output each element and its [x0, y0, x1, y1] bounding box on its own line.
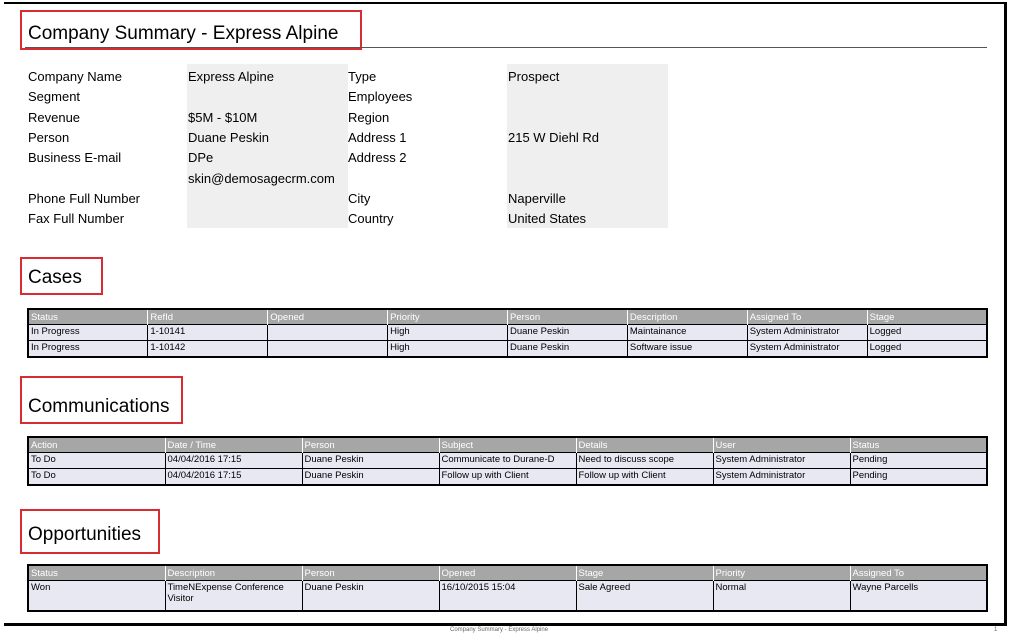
communications-column-header: Details: [576, 437, 713, 453]
opportunities-cell: Normal: [713, 581, 850, 612]
communications-cell: Duane Peskin: [302, 453, 439, 469]
cases-cell: 1-10141: [148, 325, 268, 341]
cases-cell: Software issue: [627, 341, 747, 358]
cases-cell: Maintainance: [627, 325, 747, 341]
communications-column-header: Person: [302, 437, 439, 453]
region-label: Region: [348, 110, 390, 125]
opportunities-column-header: Stage: [576, 565, 713, 581]
table-row: [28, 581, 987, 612]
cases-cell: In Progress: [28, 341, 148, 358]
email-value-line2: skin@demosagecrm.com: [188, 171, 335, 186]
email-label: Business E-mail: [28, 150, 122, 165]
country-label: Country: [348, 211, 394, 226]
country-value: United States: [508, 211, 587, 226]
communications-cell: Follow up with Client: [439, 469, 576, 486]
opportunities-column-header: Description: [165, 565, 302, 581]
communications-table: [27, 436, 988, 486]
phone-label: Phone Full Number: [28, 191, 140, 206]
communications-column-header: Action: [28, 437, 165, 453]
cases-column-header: Stage: [867, 309, 987, 325]
communications-cell: To Do: [28, 453, 165, 469]
footer-text: Company Summary - Express Alpine: [450, 627, 549, 633]
person-label: Person: [28, 130, 70, 145]
cases-cell: High: [388, 325, 508, 341]
cases-cell: In Progress: [28, 325, 148, 341]
opportunities-column-header: Status: [28, 565, 165, 581]
person-value: Duane Peskin: [188, 130, 269, 145]
address1-value: 215 W Diehl Rd: [508, 130, 600, 145]
address2-label: Address 2: [348, 150, 407, 165]
communications-cell: System Administrator: [713, 469, 850, 486]
cases-cell: 1-10142: [148, 341, 268, 358]
title-divider: [25, 47, 987, 48]
communications-column-header: User: [713, 437, 850, 453]
city-value: Naperville: [508, 191, 566, 206]
communications-column-header: Status: [850, 437, 987, 453]
communications-cell: 04/04/2016 17:15: [165, 469, 302, 486]
summary-value-shade-1: [187, 64, 348, 228]
city-label: City: [348, 191, 371, 206]
opportunities-cell: TimeNExpense Conference Visitor: [165, 581, 302, 612]
cases-body: [28, 325, 987, 358]
cases-cell: [268, 325, 388, 341]
communications-column-header: Subject: [439, 437, 576, 453]
cases-column-header: Assigned To: [747, 309, 867, 325]
cases-cell: Duane Peskin: [508, 325, 628, 341]
segment-label: Segment: [28, 89, 81, 104]
opportunities-cell: Won: [28, 581, 165, 612]
cases-column-header: Priority: [388, 309, 508, 325]
cases-column-header: Person: [508, 309, 628, 325]
email-value-line1: DPe: [188, 150, 214, 165]
communications-heading: Communications: [28, 396, 170, 417]
cases-cell: Logged: [867, 341, 987, 358]
cases-table: [27, 308, 988, 358]
table-row: [28, 341, 987, 358]
cases-heading: Cases: [28, 267, 82, 288]
opportunities-heading: Opportunities: [28, 524, 142, 545]
communications-cell: Communicate to Durane-D: [439, 453, 576, 469]
opportunities-column-header: Assigned To: [850, 565, 987, 581]
fax-label: Fax Full Number: [28, 211, 125, 226]
opportunities-cell: Sale Agreed: [576, 581, 713, 612]
address1-label: Address 1: [348, 130, 407, 145]
opportunities-cell: 16/10/2015 15:04: [439, 581, 576, 612]
company-name-label: Company Name: [28, 69, 122, 84]
table-row: [28, 469, 987, 486]
opportunities-table: [27, 564, 988, 612]
cases-cell: [268, 341, 388, 358]
communications-cell: 04/04/2016 17:15: [165, 453, 302, 469]
communications-cell: To Do: [28, 469, 165, 486]
cases-cell: System Administrator: [747, 325, 867, 341]
opportunities-column-header: Opened: [439, 565, 576, 581]
cases-cell: System Administrator: [747, 341, 867, 358]
opportunities-body: [28, 581, 987, 612]
table-row: [28, 325, 987, 341]
cases-cell: High: [388, 341, 508, 358]
opportunities-column-header: Priority: [713, 565, 850, 581]
page-title: Company Summary - Express Alpine: [28, 23, 339, 44]
cases-column-header: RefId: [148, 309, 268, 325]
table-row: [28, 453, 987, 469]
communications-column-header: Date / Time: [165, 437, 302, 453]
communications-header-row: [28, 437, 987, 453]
communications-cell: Pending: [850, 453, 987, 469]
revenue-label: Revenue: [28, 110, 81, 125]
communications-body: [28, 453, 987, 486]
revenue-value: $5M - $10M: [188, 110, 258, 125]
cases-column-header: Description: [627, 309, 747, 325]
communications-cell: Pending: [850, 469, 987, 486]
company-name-value: Express Alpine: [188, 69, 274, 84]
opportunities-header-row: [28, 565, 987, 581]
type-label: Type: [348, 69, 377, 84]
communications-cell: Duane Peskin: [302, 469, 439, 486]
communications-cell: Need to discuss scope: [576, 453, 713, 469]
footer-page-number: 1: [994, 627, 998, 633]
cases-header-row: [28, 309, 987, 325]
communications-cell: System Administrator: [713, 453, 850, 469]
opportunities-column-header: Person: [302, 565, 439, 581]
employees-label: Employees: [348, 89, 413, 104]
cases-cell: Logged: [867, 325, 987, 341]
opportunities-cell: Wayne Parcells: [850, 581, 987, 612]
cases-cell: Duane Peskin: [508, 341, 628, 358]
cases-column-header: Opened: [268, 309, 388, 325]
opportunities-cell: Duane Peskin: [302, 581, 439, 612]
cases-column-header: Status: [28, 309, 148, 325]
type-value: Prospect: [508, 69, 560, 84]
communications-cell: Follow up with Client: [576, 469, 713, 486]
